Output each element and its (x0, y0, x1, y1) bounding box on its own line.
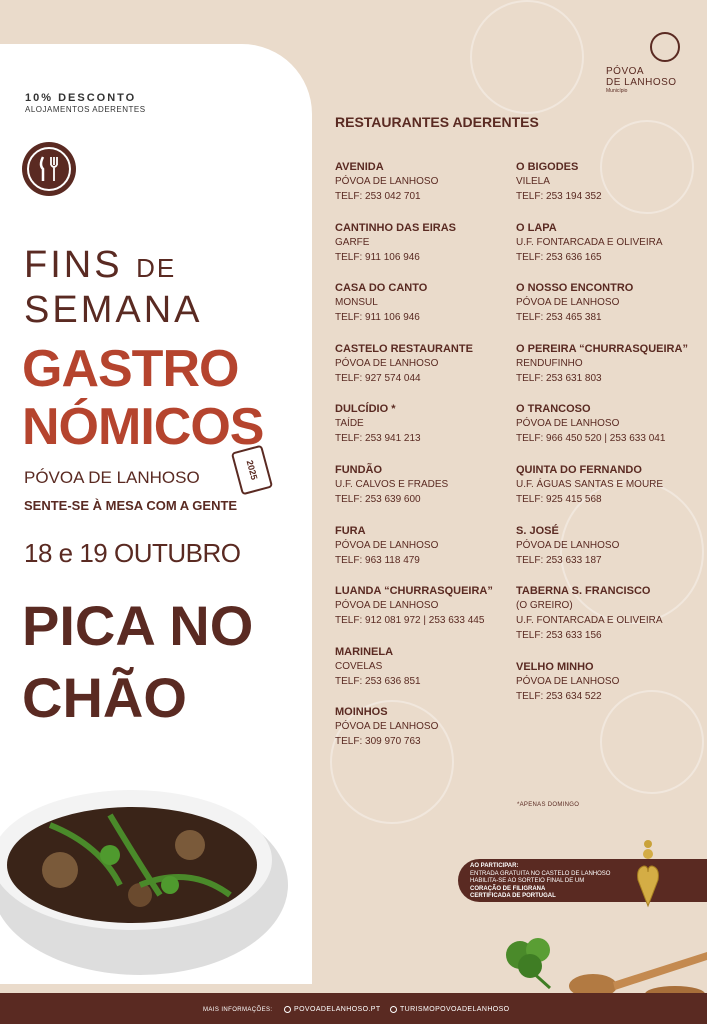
restaurant-entry (516, 660, 696, 721)
restaurant-place: TAÍDE (335, 418, 364, 430)
restaurant-entry (516, 160, 696, 221)
restaurant-entry (335, 402, 515, 463)
restaurant-name: QUINTA DO FERNANDO (516, 463, 642, 476)
restaurant-place: U.F. FONTARCADA E OLIVEIRA (516, 236, 663, 248)
restaurant-phone: TELF: 912 081 972 | 253 633 445 (335, 615, 485, 627)
event-title-bold (22, 340, 263, 456)
footer (0, 993, 707, 1024)
event-dates: 18 e 19 OUTUBRO (24, 538, 241, 568)
restaurant-place: PÓVOA DE LANHOSO (516, 418, 620, 430)
restaurant-entry (516, 221, 696, 282)
restaurant-name: AVENIDA (335, 161, 384, 173)
event-title-light (24, 244, 202, 331)
parsley-icon (490, 930, 570, 990)
restaurant-place: U.F. FONTARCADA E OLIVEIRA (516, 615, 663, 627)
restaurant-name: FURA (335, 524, 366, 537)
year-tag: 2025 (231, 445, 273, 496)
dish-name (22, 590, 253, 734)
restaurant-phone: TELF: 253 636 165 (516, 251, 602, 263)
restaurant-name: O NOSSO ENCONTRO (516, 282, 634, 295)
restaurant-entry (335, 281, 515, 342)
logo-line-2: DE LANHOSO (606, 77, 677, 88)
globe-icon (284, 1006, 291, 1013)
discount-percentage: 10% DESCONTO (25, 92, 137, 104)
promo-line-2: ENTRADA GRATUITA NO CASTELO DE LANHOSO (470, 870, 611, 877)
restaurant-entry (516, 342, 696, 403)
footer-more-info: MAIS INFORMAÇÕES: (203, 1007, 273, 1013)
title-word-gastro: GASTRO (22, 340, 239, 398)
restaurant-entry (516, 584, 696, 660)
restaurant-name: CASTELO RESTAURANTE (335, 342, 473, 355)
restaurant-phone: TELF: 963 118 479 (335, 554, 420, 566)
restaurant-entry (335, 463, 515, 524)
restaurant-entry (335, 342, 515, 403)
restaurants-title: RESTAURANTES ADERENTES (335, 114, 539, 130)
restaurant-name: FUNDÃO (335, 463, 383, 476)
town-name: PÓVOA DE LANHOSO (24, 468, 200, 487)
restaurant-list-right (516, 160, 696, 721)
footer-facebook-link[interactable] (390, 1006, 510, 1013)
restaurant-entry (335, 584, 515, 645)
restaurant-phone: TELF: 253 941 213 (335, 433, 421, 445)
restaurant-name: TABERNA S. FRANCISCO (516, 585, 651, 598)
logo-emblem-icon (650, 32, 680, 62)
filigree-heart-icon (636, 838, 660, 910)
sunday-only-note: *APENAS DOMINGO (517, 802, 580, 808)
restaurant-place: PÓVOA DE LANHOSO (516, 676, 620, 688)
restaurant-name: O TRANCOSO (516, 403, 591, 416)
slogan: SENTE-SE À MESA COM A GENTE (24, 498, 238, 513)
restaurant-name: CASA DO CANTO (335, 282, 428, 295)
promo-banner (458, 859, 707, 902)
restaurant-entry (335, 705, 515, 766)
restaurant-name: O PEREIRA “CHURRASQUEIRA” (516, 342, 688, 355)
restaurant-place: VILELA (516, 176, 550, 187)
restaurant-place: MONSUL (335, 297, 378, 309)
restaurant-name: S. JOSÉ (516, 524, 559, 537)
restaurant-phone: TELF: 925 415 568 (516, 493, 602, 505)
promo-line-4: CORAÇÃO DE FILIGRANA (470, 885, 546, 892)
dish-line-2: CHÃO (22, 666, 187, 729)
restaurant-entry (516, 402, 696, 463)
restaurant-phone: TELF: 253 042 701 (335, 191, 421, 202)
restaurant-entry (335, 160, 515, 221)
restaurant-place: U.F. ÁGUAS SANTAS E MOURE (516, 478, 664, 490)
restaurant-name: VELHO MINHO (516, 661, 594, 674)
restaurant-phone: TELF: 253 634 522 (516, 691, 602, 703)
footer-website-text: POVOADELANHOSO.PT (294, 1006, 381, 1013)
restaurant-name: MARINELA (335, 645, 394, 658)
dish-line-1: PICA NO (22, 594, 254, 657)
restaurant-place: PÓVOA DE LANHOSO (335, 600, 439, 612)
restaurant-place: PÓVOA DE LANHOSO (516, 539, 620, 551)
title-word-nomicos: NÓMICOS (22, 398, 264, 456)
restaurant-place: RENDUFINHO (516, 357, 583, 369)
restaurant-phone: TELF: 253 633 156 (516, 630, 602, 642)
restaurant-list-left (335, 160, 515, 766)
restaurant-phone: TELF: 253 636 851 (335, 675, 421, 687)
restaurant-entry (516, 281, 696, 342)
restaurant-place: (O GREIRO) (516, 600, 573, 612)
restaurant-entry (335, 524, 515, 585)
restaurant-place: GARFE (335, 236, 370, 248)
restaurant-phone: TELF: 966 450 520 | 253 633 041 (516, 433, 666, 445)
restaurant-phone: TELF: 927 574 044 (335, 372, 421, 384)
restaurant-name: O BIGODES (516, 161, 579, 173)
promo-line-5: CERTIFICADA DE PORTUGAL (470, 893, 556, 899)
restaurant-place: PÓVOA DE LANHOSO (516, 297, 620, 309)
discount-subtitle: ALOJAMENTOS ADERENTES (25, 105, 146, 114)
restaurant-place: PÓVOA DE LANHOSO (335, 721, 439, 733)
restaurant-phone: TELF: 911 106 946 (335, 312, 420, 324)
restaurant-name: CANTINHO DAS EIRAS (335, 221, 457, 234)
restaurant-place: PÓVOA DE LANHOSO (335, 539, 439, 551)
restaurant-phone: TELF: 253 633 187 (516, 554, 602, 566)
restaurant-phone: TELF: 911 106 946 (335, 251, 420, 263)
dish-photo (0, 775, 290, 975)
facebook-icon (390, 1006, 397, 1013)
restaurant-place: PÓVOA DE LANHOSO (335, 176, 439, 187)
restaurant-name: DULCÍDIO * (335, 403, 396, 416)
footer-facebook-text: TURISMOPOVOADELANHOSO (400, 1006, 510, 1013)
logo-line-3: Município (606, 88, 628, 94)
restaurant-phone: TELF: 253 465 381 (516, 312, 602, 324)
restaurant-phone: TELF: 253 639 600 (335, 493, 421, 505)
fork-knife-icon (22, 142, 76, 196)
title-word-fins: FINS (24, 244, 137, 286)
restaurant-phone: TELF: 309 970 763 (335, 736, 421, 748)
restaurant-entry (335, 221, 515, 282)
restaurant-name: O LAPA (516, 221, 557, 234)
restaurant-place: PÓVOA DE LANHOSO (335, 357, 439, 369)
discount-notice (25, 92, 146, 114)
footer-website-link[interactable] (284, 1006, 381, 1013)
restaurant-entry (516, 463, 696, 524)
restaurant-place: COVELAS (335, 660, 383, 672)
restaurant-name: LUANDA “CHURRASQUEIRA” (335, 585, 493, 598)
title-word-semana: SEMANA (24, 289, 203, 331)
promo-line-1: AO PARTICIPAR: (470, 863, 519, 869)
restaurant-name: MOINHOS (335, 706, 388, 719)
restaurant-phone: TELF: 253 631 803 (516, 372, 602, 384)
restaurant-entry (516, 524, 696, 585)
restaurant-phone: TELF: 253 194 352 (516, 191, 602, 202)
restaurant-place: U.F. CALVOS E FRADES (335, 478, 449, 490)
promo-line-3: HABILITA-SE AO SORTEIO FINAL DE UM (470, 878, 585, 884)
municipality-logo (606, 32, 680, 94)
logo-line-1: PÓVOA (606, 66, 645, 77)
restaurant-entry (335, 645, 515, 706)
title-word-de: DE (136, 253, 177, 283)
